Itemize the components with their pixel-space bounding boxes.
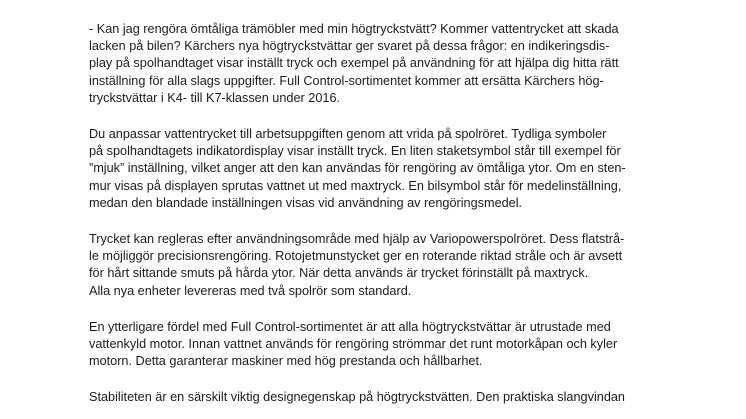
paragraph-stability [89, 389, 649, 406]
paragraph-pressure-adjustment [89, 126, 649, 212]
paragraph-intro [89, 21, 649, 107]
text-line: - Kan jag rengöra ömtåliga trämöbler med min högtryckstvätt? Kommer vattentrycket att skada [89, 22, 619, 36]
text-line: Trycket kan regleras efter användningsområde med hjälp av Variopowerspolröret. Dess flatstrå- [89, 232, 625, 247]
text-line: inställning för alla slags uppgifter. Full Control-sortimentet kommer att ersätta Kärchers hög- [89, 73, 604, 88]
text-line: Stabiliteten är en särskilt viktig designegenskap på högtryckstvätten. Den praktiska slangvindan [89, 390, 625, 405]
text-line: ”mjuk” inställning, vilket anger att den kan användas för rengöring av ömtåliga ytor. Om en sten- [89, 161, 626, 176]
text-line: mur visas på displayen sprutas vattnet ut med maxtryck. En bilsymbol står för medelinställning, [89, 178, 622, 193]
text-line: play på spolhandtaget visar inställt tryck och exempel på användning för att hjälpa dig hitta rätt [89, 56, 619, 71]
text-line: medan den blandade inställningen visas vid användning av rengöringsmedel. [89, 195, 523, 210]
text-line: Du anpassar vattentrycket till arbetsuppgiften genom att vrida på spolröret. Tydliga symboler [89, 127, 607, 142]
text-line: motorn. Detta garanterar maskiner med hög prestanda och hållbarhet. [89, 354, 483, 369]
body-text [89, 21, 649, 419]
text-line: lacken på bilen? Kärchers nya högtryckstvättar ger svaret på dessa frågor: en indikeringsdis- [89, 39, 610, 54]
text-line: Alla nya enheter levereras med två spolrör som standard. [89, 283, 412, 298]
text-line: på spolhandtagets indikatordisplay visar inställt tryck. En liten staketsymbol står till exempel för [89, 144, 621, 159]
text-line: le möjliggör precisionsrengöring. Rotojetmunstycket ger en roterande riktad stråle och är avsett [89, 249, 623, 264]
text-line: vattenkyld motor. Innan vattnet används för rengöring strömmar det runt motorkåpan och kyler [89, 337, 618, 352]
paragraph-spray-lances [89, 231, 649, 300]
text-line: tryckstvättar i K4- till K7-klassen under 2016. [89, 90, 341, 105]
paragraph-water-cooled-motor [89, 319, 649, 371]
text-line: för hårt sittande smuts på hårda ytor. När detta används är trycket förinställt på maxtryck. [89, 266, 589, 281]
text-line: En ytterligare fördel med Full Control-sortimentet är att alla högtryckstvättar är utrustade med [89, 319, 611, 334]
